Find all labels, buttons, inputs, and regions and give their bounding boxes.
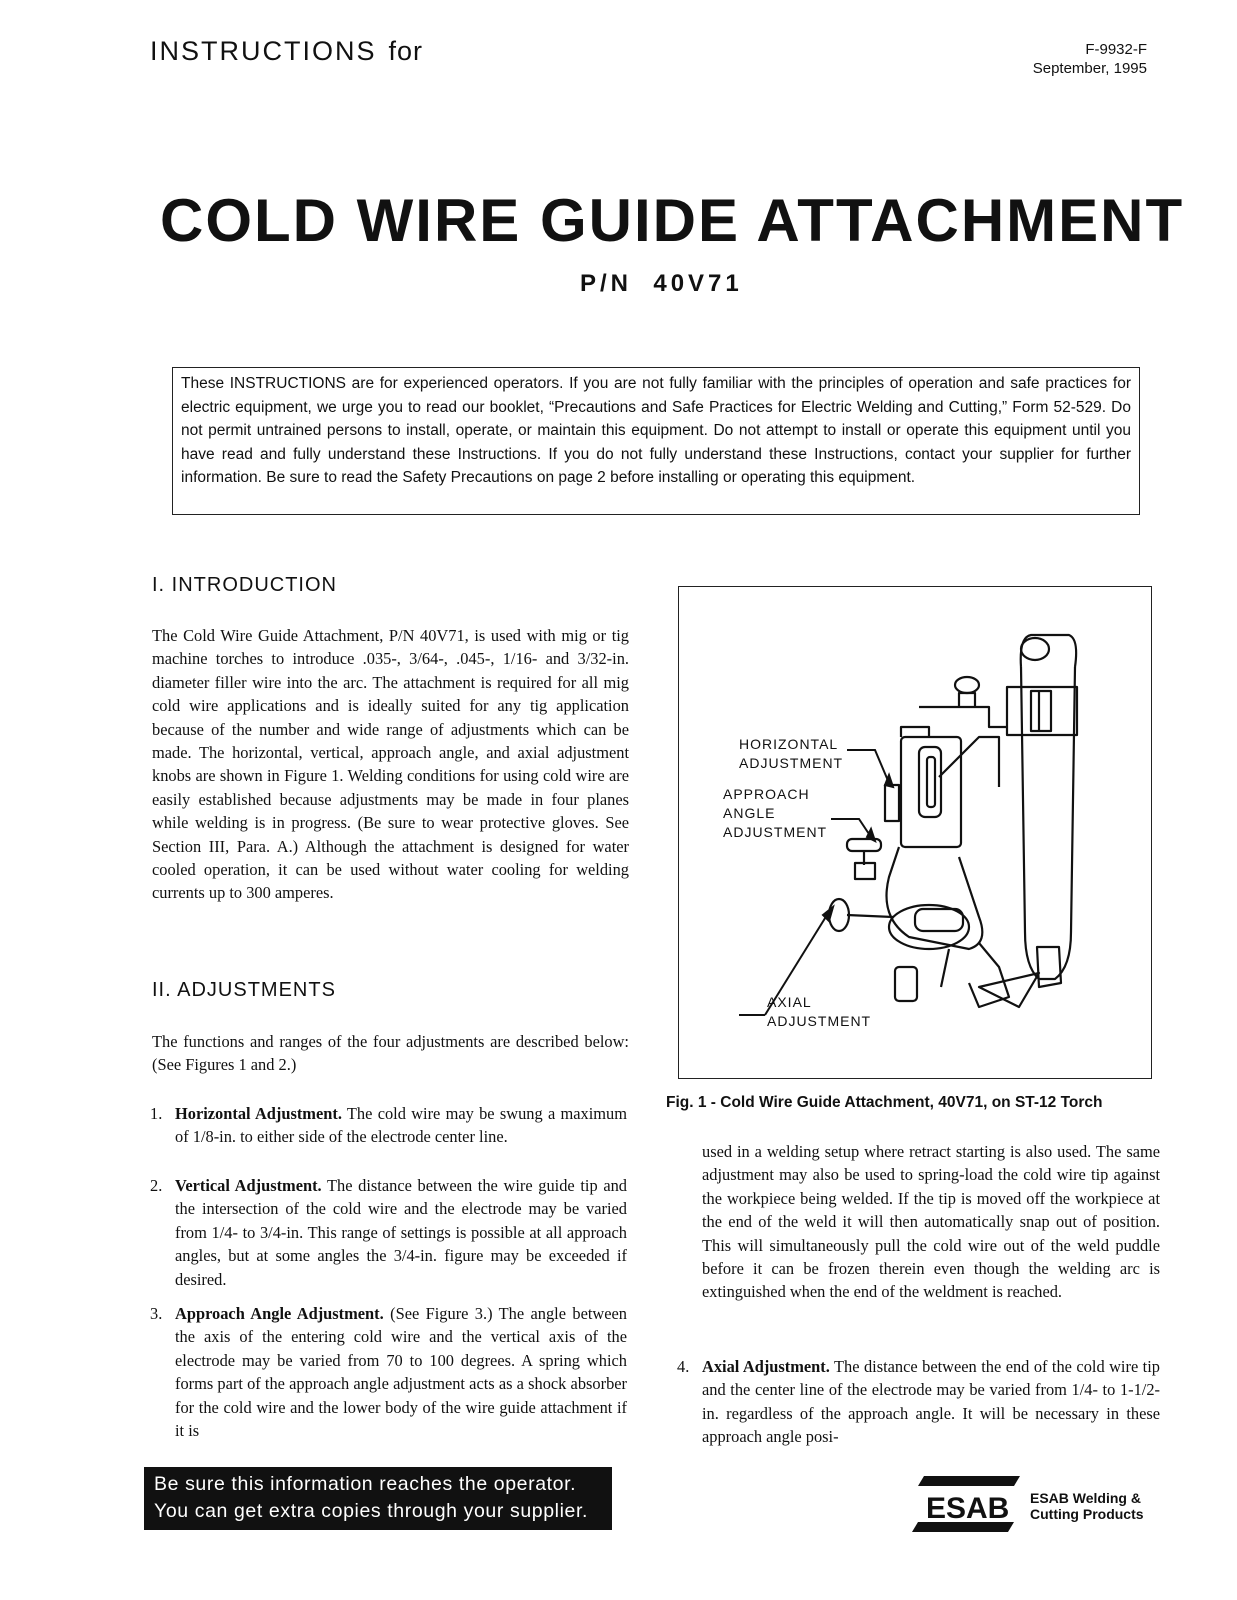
esab-logo-icon <box>904 1474 1024 1536</box>
form-date: September, 1995 <box>1032 60 1147 77</box>
label-approach-angle-adjustment: APPROACH ANGLE ADJUSTMENT <box>723 786 828 840</box>
form-number: F-9932-F <box>1085 41 1147 58</box>
label-axial-adjustment: AXIAL ADJUSTMENT <box>767 994 872 1029</box>
section-heading-introduction: I. INTRODUCTION <box>152 574 337 596</box>
continuation-paragraph: used in a welding setup where retract starting is also used. The same adjustment may also be used to spring-load the cold wire tip against the workpiece being welded. If the tip is moved off the workpiece at the end of the weld it will then automatically snap out of position. This will simultaneously pull the cold wire out of the weld puddle before it can be frozen therein even though the welding arc is extinguished when the end of the weldment is reached. <box>702 1142 1160 1302</box>
list-item-number: 3. <box>150 1304 163 1323</box>
banner-line-2: You can get extra copies through your supplier. <box>154 1500 588 1522</box>
list-item-title: Vertical Adjustment. <box>175 1176 322 1195</box>
warning-box: These INSTRUCTIONS are for experienced operators. If you are not fully familiar with the principles of operation and safe practices for electric equipment, we urge you to read our booklet, “Precautions and Safe Practices for Electric Welding and Cutting,” Form 52-529. Do not permit untrained persons to install, operate, or maintain this equipment. Do not attempt to install or operate this equipment until you have read and fully understand these Instructions. If you do not fully understand these Instructions, contact your supplier for further information. Be sure to read the Safety Precautions on page 2 before installing or operating this equipment. <box>172 367 1140 515</box>
list-item-text: The distance between the end of the cold wire tip and the center line of the electrode may be varied from 1/4- to 1-1/2-in. regardless of the approach angle. It will be necessary in these approach angle posi- <box>702 1357 1160 1447</box>
part-number: P/N 40V71 <box>580 270 743 297</box>
page-title: COLD WIRE GUIDE ATTACHMENT <box>160 187 1185 254</box>
list-item-text: The cold wire may be swung a maximum of 1/8-in. to either side of the electrode center line. <box>175 1104 627 1147</box>
adjustments-intro-paragraph: The functions and ranges of the four adjustments are described below: (See Figures 1 and 2.) <box>152 1032 629 1075</box>
for-word: for <box>388 36 424 66</box>
banner-line-1: Be sure this information reaches the operator. <box>154 1473 577 1495</box>
header-form-info <box>1033 40 1147 78</box>
label-horizontal-adjustment: HORIZONTAL ADJUSTMENT <box>739 736 844 771</box>
company-name <box>1030 1490 1144 1522</box>
header-instructions <box>150 36 423 67</box>
instructions-word: INSTRUCTIONS <box>150 36 377 66</box>
list-item-number: 4. <box>677 1357 690 1376</box>
introduction-paragraph: The Cold Wire Guide Attachment, P/N 40V71, is used with mig or tig machine torches to introduce .035-, 3/64-, .045-, 1/16- and 3/32-in. diameter filler wire into the arc. The attachment is required for all mig cold wire applications and is ideally suited for any tig application because of the number and wide range of adjustments which can be made. The horizontal, vertical, approach angle, and axial adjustment knobs are shown in Figure 1. Welding conditions for using cold wire are easily established because adjustments may be made in four planes while welding is in progress. (Be sure to wear protective gloves. See Section III, Para. A.) Although the attachment is designed for water cooled operation, it can be used without water cooling for welding currents up to 300 amperes. <box>152 626 629 903</box>
list-item <box>150 1174 627 1291</box>
operator-notice-banner <box>144 1467 612 1530</box>
section-heading-adjustments: II. ADJUSTMENTS <box>152 979 336 1001</box>
torch-body <box>1021 667 1075 979</box>
esab-logo-text: ESAB <box>926 1492 1010 1525</box>
list-item-number: 1. <box>150 1104 163 1123</box>
company-line-1: ESAB Welding & <box>1030 1490 1141 1506</box>
list-item-title: Approach Angle Adjustment. <box>175 1304 384 1323</box>
company-line-2: Cutting Products <box>1030 1506 1144 1522</box>
list-item-title: Horizontal Adjustment. <box>175 1104 342 1123</box>
figure-1-box <box>678 586 1152 1079</box>
list-item-text: (See Figure 3.) The angle between the axis of the entering cold wire and the vertical axis of the electrode may be varied from 70 to 100 degrees. A spring which forms part of the approach angle adjustment acts as a shock absorber for the cold wire and the lower body of the wire guide attachment if it is <box>175 1304 627 1441</box>
list-item <box>677 1355 1160 1449</box>
figure-caption: Fig. 1 - Cold Wire Guide Attachment, 40V71, on ST-12 Torch <box>666 1094 1103 1111</box>
list-item-text: The distance between the wire guide tip and the intersection of the cold wire and the electrode may be varied from 1/4- to 3/4-in. This range of settings is possible at all approach angles, but at some angles the 3/4-in. figure may be exceeded if desired. <box>175 1176 627 1289</box>
list-item-title: Axial Adjustment. <box>702 1357 830 1376</box>
list-item-number: 2. <box>150 1176 163 1195</box>
list-item <box>150 1102 627 1149</box>
list-item <box>150 1302 627 1442</box>
